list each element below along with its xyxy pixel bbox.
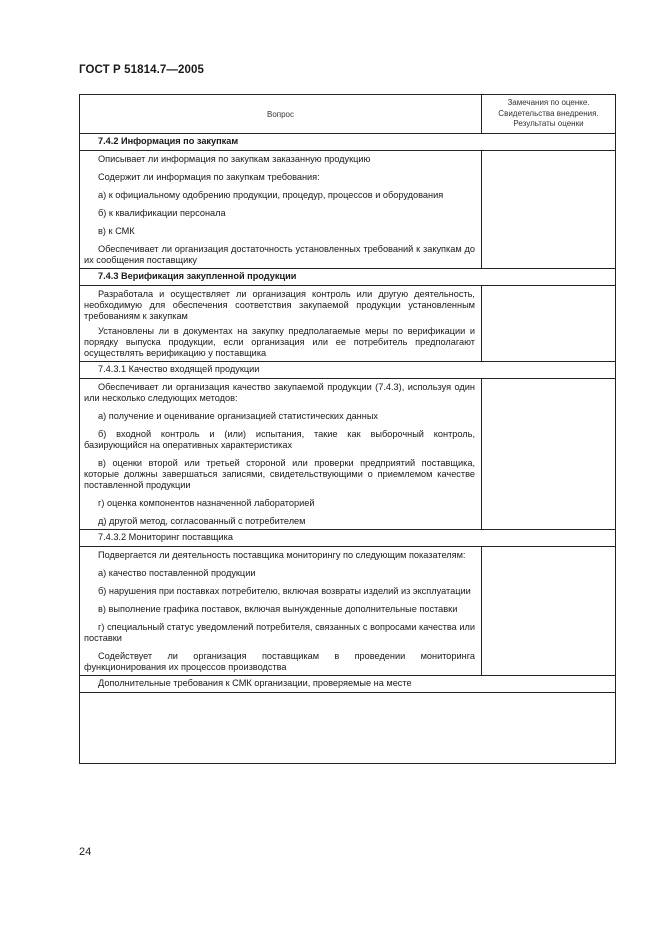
blank-row [80,693,616,764]
question-text: Обеспечивает ли организация достаточность установленных требований к закупкам до их сообщения поставщику [84,244,475,265]
assessment-table [79,94,616,764]
question-text: а) к официальному одобрению продукции, процедур, процессов и оборудования [98,190,444,200]
section-title-7-4-2: 7.4.2 Информация по закупкам [80,134,616,151]
remarks-cell[interactable] [482,379,616,530]
subsection-title-7-4-3-2: 7.4.3.2 Мониторинг поставщика [80,530,616,547]
question-text: д) другой метод, согласованный с потребителем [98,516,306,526]
question-text: б) нарушения при поставках потребителю, включая возвраты изделий из эксплуатации [98,586,471,596]
question-text: Содействует ли организация поставщикам в проведении мониторинга функционирования их процессов производства [84,651,475,672]
column-header-remarks: Замечания по оценке. Свидетельства внедрения. Результаты оценки [482,95,616,134]
question-text: Разработала и осуществляет ли организация контроль или другую деятельность, необходимую для обеспечения соответствия закупаемой продукции установленным требованиям к закупкам [84,289,475,321]
question-text: в) выполнение графика поставок, включая вынужденные дополнительные поставки [98,604,458,614]
table-header-row [80,95,616,134]
question-text: Обеспечивает ли организация качество закупаемой продукции (7.4.3), используя один или несколько следующих методов: [84,382,475,403]
question-text: в) к СМК [98,226,135,236]
additional-requirements-title: Дополнительные требования к СМК организации, проверяемые на месте [80,676,616,693]
remarks-cell[interactable] [482,151,616,269]
section-row [80,676,616,693]
question-cell [80,547,482,676]
question-cell [80,379,482,530]
document-id: ГОСТ Р 51814.7—2005 [79,64,204,76]
question-text: а) качество поставленной продукции [98,568,256,578]
question-text: Подвергается ли деятельность поставщика мониторингу по следующим показателям: [98,550,466,560]
section-row [80,269,616,286]
blank-entry-area[interactable] [80,693,616,764]
remarks-cell[interactable] [482,547,616,676]
section-row [80,134,616,151]
question-text: б) к квалификации персонала [98,208,226,218]
question-text: а) получение и оценивание организацией статистических данных [98,411,379,421]
question-text: г) специальный статус уведомлений потребителя, связанных с вопросами качества или поставки [84,622,475,643]
remarks-cell[interactable] [482,286,616,362]
question-cell [80,286,482,362]
subsection-title-7-4-3-1: 7.4.3.1 Качество входящей продукции [80,362,616,379]
question-text: Установлены ли в документах на закупку предполагаемые меры по верификации и порядку выпуска продукции, если организация или ее потребитель предполагают осуществлять верификацию у поставщика [84,326,475,358]
subsection-row [80,362,616,379]
question-text: б) входной контроль и (или) испытания, такие как выборочный контроль, базирующийся на оперативных характеристиках [84,429,475,450]
question-cell [80,151,482,269]
table-row [80,379,616,530]
question-text: Содержит ли информация по закупкам требования: [98,172,320,182]
subsection-row [80,530,616,547]
column-header-question: Вопрос [80,95,482,134]
section-title-7-4-3: 7.4.3 Верификация закупленной продукции [80,269,616,286]
table-row [80,151,616,269]
page-number: 24 [79,846,92,858]
question-text: Описывает ли информация по закупкам заказанную продукцию [98,154,371,164]
question-text: в) оценки второй или третьей стороной или проверки предприятий поставщика, которые должны завершаться записями, свидетельствующими о приемлемом качестве поставленной продукции [84,458,475,490]
table-row [80,547,616,676]
table-row [80,286,616,362]
question-text: г) оценка компонентов назначенной лабораторией [98,498,315,508]
